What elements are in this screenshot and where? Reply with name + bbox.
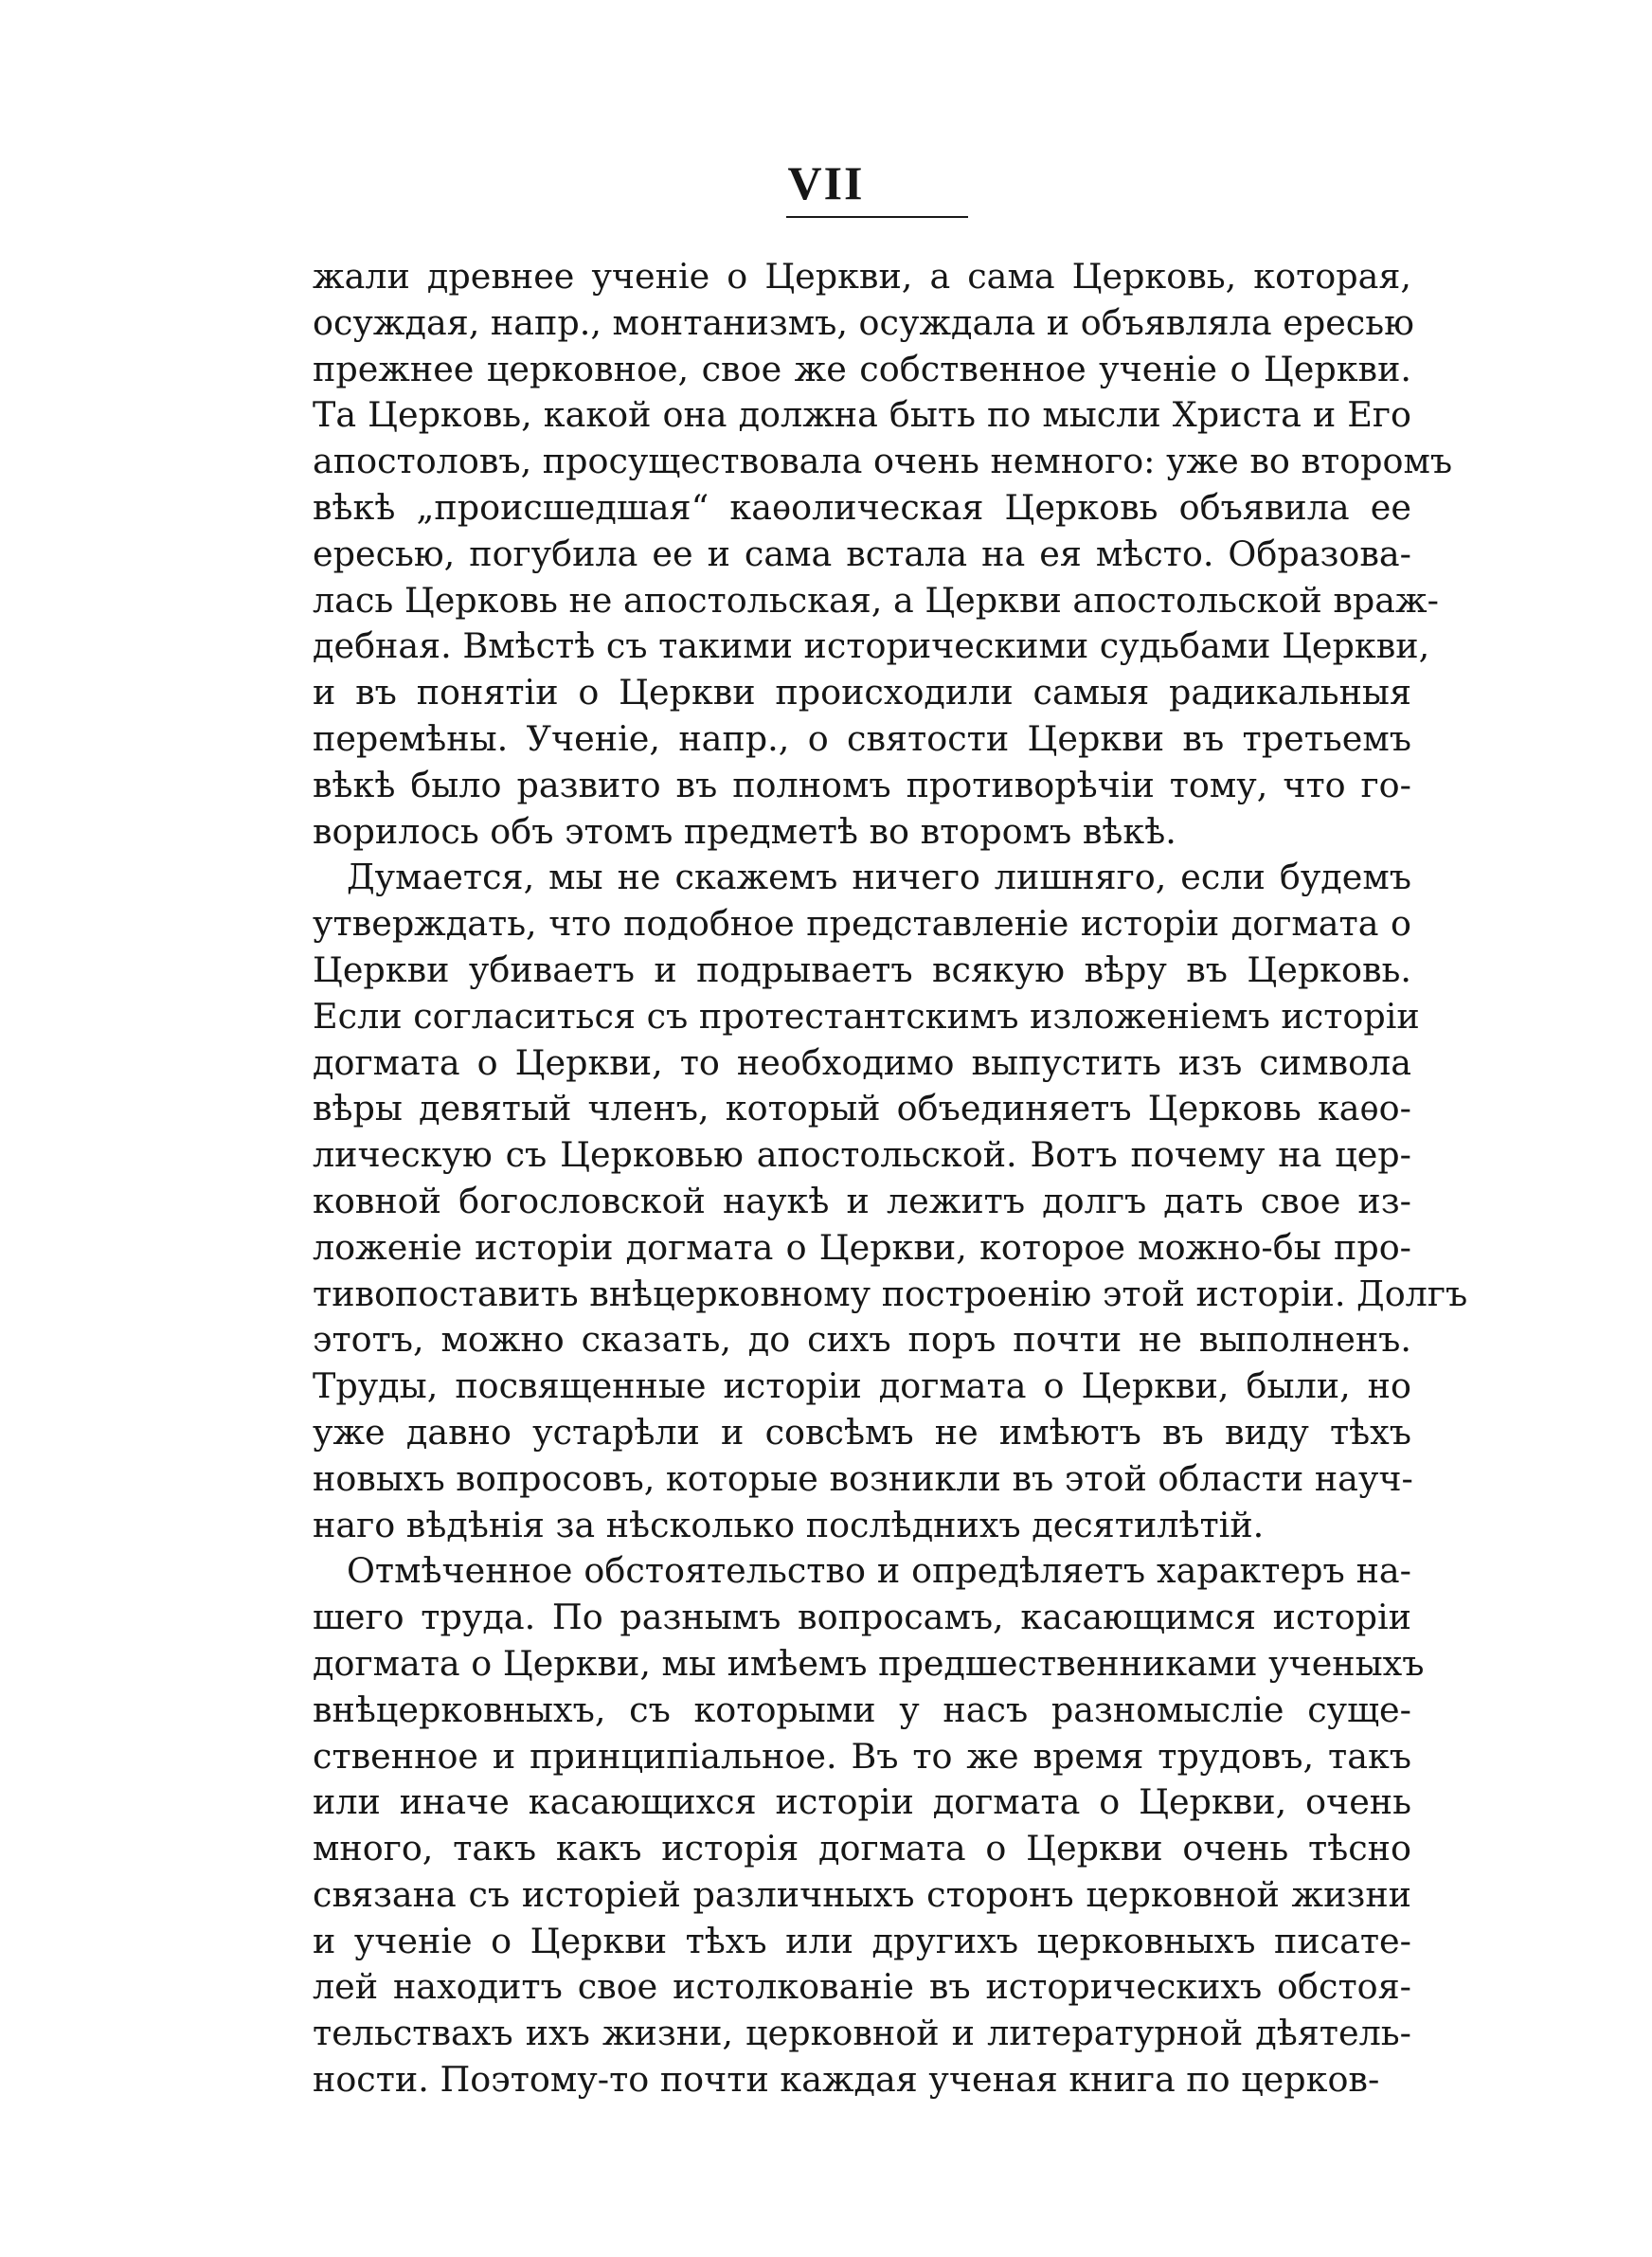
text-line: и въ понятіи о Церкви происходили самыя радикальныя [313,672,1411,713]
text-line: внѣцерковныхъ, съ которыми у насъ разномысліе суще- [313,1688,1411,1730]
header-rule [786,216,968,218]
text-line: тивопоставить внѣцерковному построенію этой исторіи. Долгъ [313,1273,1468,1314]
text-line: догмата о Церкви, то необходимо выпустить изъ символа [313,1041,1411,1083]
text-line: шего труда. По разнымъ вопросамъ, касающимся исторіи [313,1597,1411,1638]
text-line: утверждать, что подобное представленіе исторіи догмата о [313,903,1411,945]
text-line: перемѣны. Ученіе, напр., о святости Церкви въ третьемъ [313,717,1411,759]
text-line: догмата о Церкви, мы имѣемъ предшественниками ученыхъ [313,1642,1425,1684]
text-line: ворилось объ этомъ предметѣ во второмъ вѣкѣ. [313,810,1176,852]
text-line: связана съ исторіей различныхъ сторонъ церковной жизни [313,1873,1411,1915]
text-line: вѣры девятый членъ, который объединяетъ Церковь каѳо- [313,1088,1411,1129]
text-line: Та Церковь, какой она должна быть по мысли Христа и Его [313,394,1411,436]
paragraph [313,1548,1425,2104]
text-line: ственное и принципіальное. Въ то же время трудовъ, такъ [313,1735,1411,1777]
page-number: VII [787,156,865,209]
text-line: осуждая, напр., монтанизмъ, осуждала и объявляла ересью [313,301,1414,343]
text-line: ности. Поэтому-то почти каждая ученая книга по церков- [313,2059,1380,2101]
paragraph [313,855,1468,1548]
text-line: много, такъ какъ исторія догмата о Церкви очень тѣсно [313,1828,1411,1869]
text-line: Думается, мы не скажемъ ничего лишняго, если будемъ [347,857,1411,898]
text-line: или иначе касающихся исторіи догмата о Церкви, очень [313,1781,1411,1823]
text-line: ковной богословской наукѣ и лежитъ долгъ дать свое из- [313,1180,1411,1221]
text-line: Если согласиться съ протестантскимъ изложеніемъ исторіи [313,995,1420,1037]
text-line: вѣкѣ было развито въ полномъ противорѣчіи тому, что го- [313,764,1411,805]
text-line: апостоловъ, просуществовала очень немного: уже во второмъ [313,441,1453,482]
text-line: дебная. Вмѣстѣ съ такими историческими судьбами Церкви, [313,625,1430,667]
text-line: Отмѣченное обстоятельство и опредѣляетъ характеръ на- [347,1550,1411,1592]
text-line: прежнее церковное, свое же собственное ученіе о Церкви. [313,348,1411,389]
text-line: Церкви убиваетъ и подрываетъ всякую вѣру въ Церковь. [313,948,1411,990]
text-line: жали древнее ученіе о Церкви, а сама Церковь, которая, [313,256,1411,297]
text-line: лическую съ Церковью апостольской. Вотъ почему на цер- [313,1134,1411,1176]
text-line: и ученіе о Церкви тѣхъ или другихъ церковныхъ писате- [313,1920,1411,1961]
text-line: Труды, посвященные исторіи догмата о Церкви, были, но [313,1365,1411,1407]
text-line: наго вѣдѣнія за нѣсколько послѣднихъ десятилѣтій. [313,1504,1265,1545]
paragraph [313,254,1453,855]
text-line: новыхъ вопросовъ, которые возникли въ этой области науч- [313,1457,1413,1499]
text-line: уже давно устарѣли и совсѣмъ не имѣютъ въ виду тѣхъ [313,1411,1411,1453]
text-line: тельствахъ ихъ жизни, церковной и литературной дѣятель- [313,2013,1411,2054]
body-text [313,254,1468,2104]
text-line: этотъ, можно сказать, до сихъ поръ почти не выполненъ. [313,1319,1411,1361]
text-line: ложеніе исторіи догмата о Церкви, которое можно-бы про- [313,1226,1411,1268]
text-line: лась Церковь не апостольская, а Церкви апостольской враж- [313,579,1439,621]
text-line: вѣкѣ „происшедшая“ каѳолическая Церковь объявила ее [313,486,1411,528]
text-line: ересью, погубила ее и сама встала на ея мѣсто. Образова- [313,533,1411,574]
text-line: лей находитъ свое истолкованіе въ историческихъ обстоя- [313,1966,1411,2008]
